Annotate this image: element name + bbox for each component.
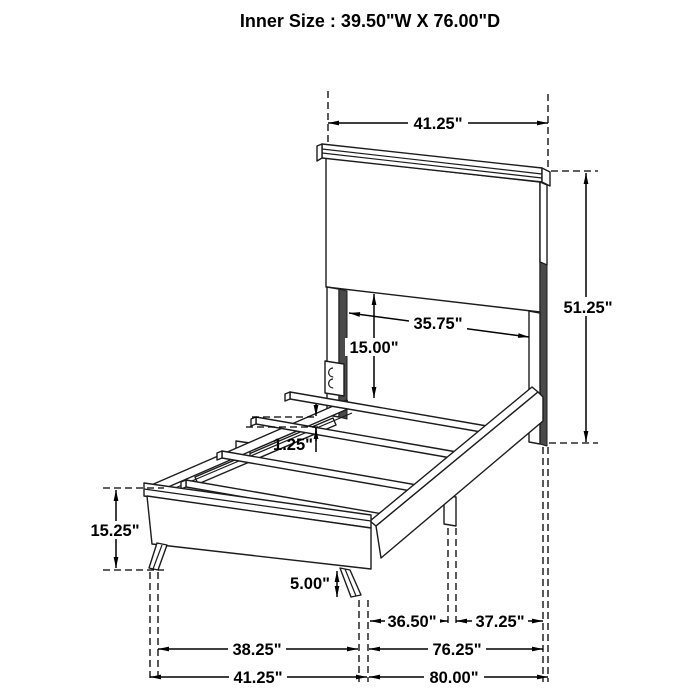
dim-headboard-inner-width xyxy=(349,313,529,337)
dim-footboard-inner-span xyxy=(158,640,358,659)
dim-label-headboard-height: 51.25" xyxy=(563,299,613,317)
dim-leg-height xyxy=(290,571,337,597)
dim-panel-to-rail xyxy=(345,294,403,398)
dim-label-overall-width: 41.25" xyxy=(233,669,283,687)
left-side-rail xyxy=(149,400,350,494)
slat-3-end-cap xyxy=(217,451,222,460)
slat-1-end-cap xyxy=(285,392,290,401)
dim-overall-depth xyxy=(369,668,548,687)
dim-overall-width xyxy=(150,668,367,687)
dim-label-footboard-inner-span: 38.25" xyxy=(232,641,282,659)
slat-3 xyxy=(222,451,417,492)
headboard-panel xyxy=(326,158,540,312)
dim-center-to-rear-leg xyxy=(456,612,543,631)
dim-label-headboard-width: 41.25" xyxy=(413,115,463,133)
crown-left-cap xyxy=(317,144,322,161)
rail-bracket-plate xyxy=(325,361,344,396)
dim-label-center-to-rear-leg: 37.25" xyxy=(475,613,525,631)
dim-label-side-rail-span: 76.25" xyxy=(432,641,482,659)
dim-label-front-to-center-leg: 36.50" xyxy=(387,613,437,631)
dim-label-footboard-height: 15.25" xyxy=(90,522,140,540)
page-title: Inner Size : 39.50"W X 76.00"D xyxy=(239,11,501,31)
dim-label-slat-thickness: 1.25" xyxy=(273,436,313,454)
dim-label-overall-depth: 80.00" xyxy=(429,669,479,687)
headboard-left-leg xyxy=(327,287,339,417)
dim-label-panel-to-rail: 15.00" xyxy=(349,339,399,357)
dim-label-inner-width: 35.75" xyxy=(413,315,463,333)
headboard-right-edge xyxy=(540,182,547,265)
dim-front-to-center-leg xyxy=(370,612,448,631)
dim-headboard-height xyxy=(549,171,619,443)
dim-label-leg-height: 5.00" xyxy=(290,575,330,593)
slat-2-end-cap xyxy=(251,417,256,426)
dim-side-rail-span xyxy=(369,640,543,659)
